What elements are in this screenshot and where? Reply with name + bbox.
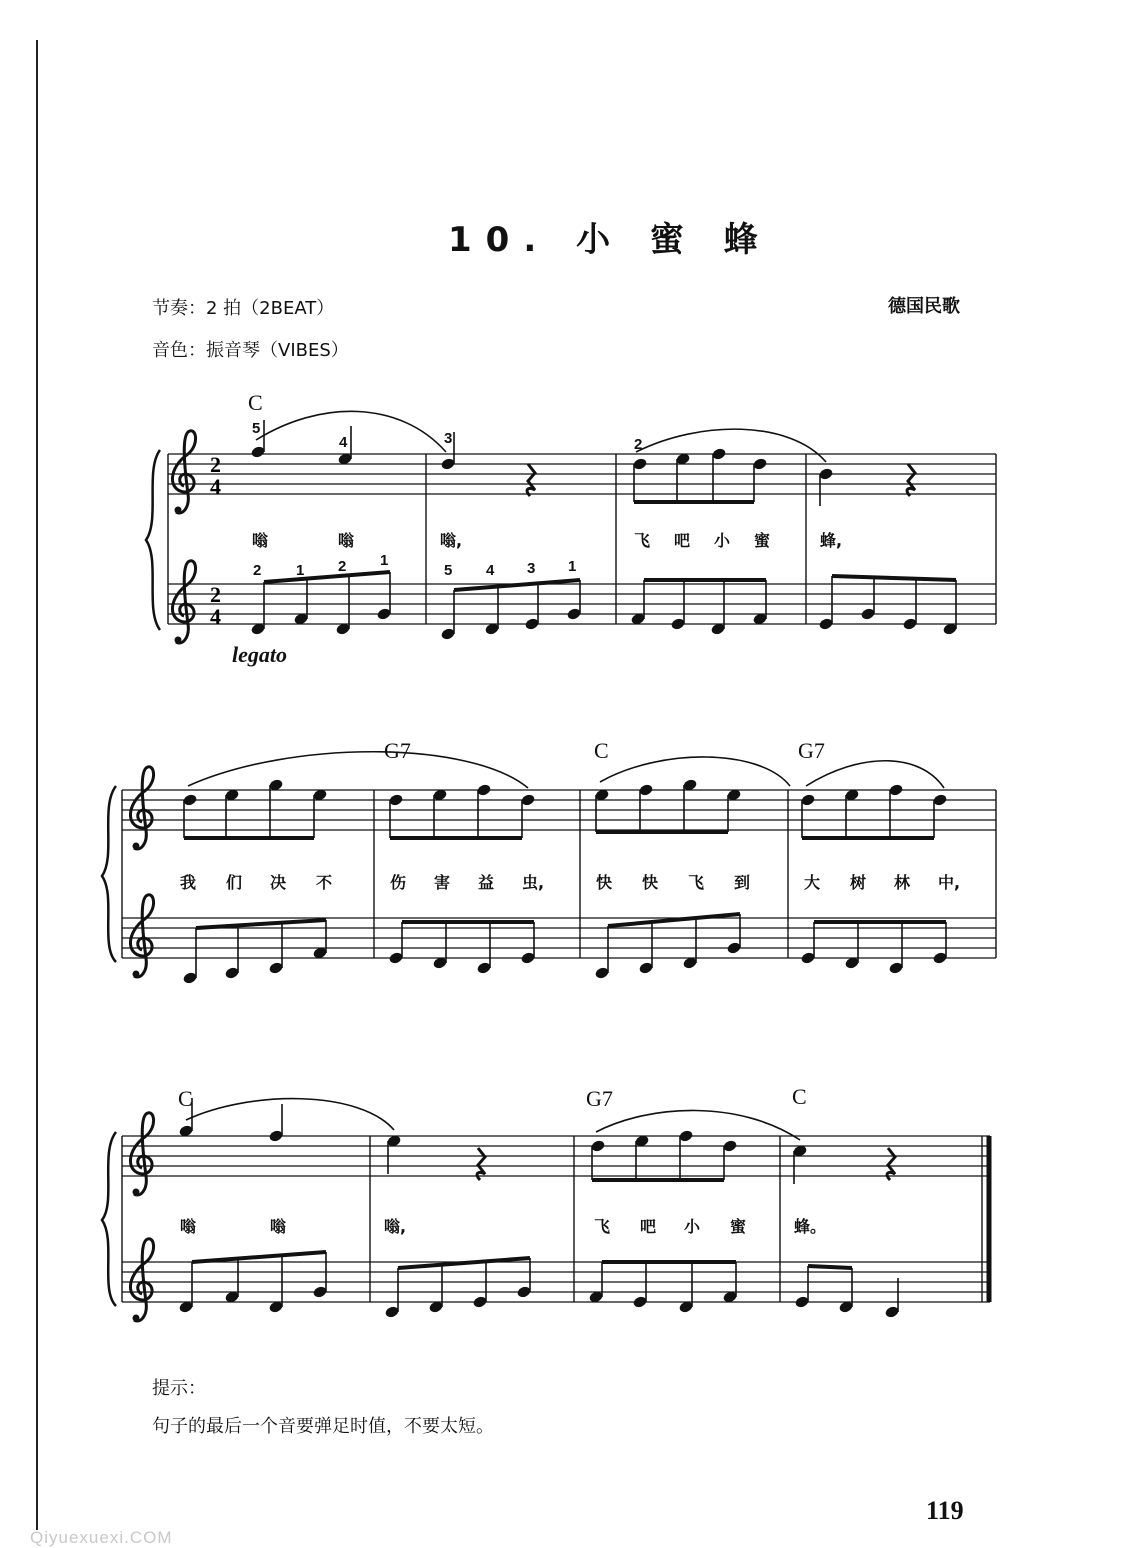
treble-clef-icon <box>130 895 153 978</box>
chord-symbol: C <box>248 390 263 415</box>
lyric: 吧 <box>640 1217 657 1236</box>
chord-symbol: C <box>792 1084 807 1109</box>
time-sig-top: 2 <box>210 582 221 607</box>
page-number: 119 <box>926 1496 964 1525</box>
lyric: 小 <box>714 531 731 550</box>
time-sig-top: 2 <box>210 452 221 477</box>
treble-clef-icon <box>172 431 195 514</box>
tips-title: 提示： <box>152 1378 206 1399</box>
lyric: 嗡 <box>270 1217 287 1236</box>
lyric: 快 <box>596 873 613 892</box>
lyric: 快 <box>642 873 659 892</box>
lyric: 嗡 <box>180 1217 197 1236</box>
lyric: 虫, <box>522 873 545 892</box>
lyric: 益 <box>478 873 495 892</box>
lyric: 飞 <box>594 1217 611 1236</box>
right-hand-notes <box>182 778 948 838</box>
fingering-number: 1 <box>296 562 305 579</box>
lyric: 嗡, <box>440 531 463 550</box>
treble-clef-icon <box>130 1239 153 1322</box>
lyric: 树 <box>850 873 867 892</box>
fingering-number: 3 <box>527 560 536 577</box>
lyric: 伤 <box>390 873 407 892</box>
lyric: 大 <box>804 873 821 892</box>
lyric: 蜂。 <box>794 1217 827 1236</box>
right-hand-notes <box>178 1098 895 1184</box>
system-2 <box>102 752 996 985</box>
lyric: 林 <box>894 873 911 892</box>
lyric: 蜂, <box>820 531 843 550</box>
lyric: 到 <box>734 873 751 892</box>
lyric: 我 <box>180 873 197 892</box>
slurs <box>188 752 944 788</box>
lyric: 决 <box>270 873 287 892</box>
fingering-number: 4 <box>339 434 348 451</box>
time-sig-bottom: 4 <box>210 604 221 629</box>
lyric: 飞 <box>688 873 705 892</box>
expression-marking: legato <box>232 642 287 667</box>
barlines <box>168 454 996 624</box>
lyric: 飞 <box>634 531 651 550</box>
lyric: 中, <box>938 873 961 892</box>
lyric: 不 <box>316 873 333 892</box>
left-hand-notes <box>250 572 958 641</box>
composer-credit: 德国民歌 <box>888 296 960 317</box>
fingering-number: 5 <box>252 420 261 437</box>
treble-clef-icon <box>130 767 153 850</box>
fingering-number: 1 <box>568 558 577 575</box>
treble-clef-icon <box>172 561 195 644</box>
chord-symbol: G7 <box>384 738 411 763</box>
lyric: 小 <box>684 1217 701 1236</box>
brace <box>146 450 160 630</box>
fingering-number: 2 <box>634 436 643 453</box>
brace <box>102 786 116 962</box>
lyric: 嗡 <box>338 531 355 550</box>
lyric: 嗡, <box>384 1217 407 1236</box>
staff-lines <box>122 1136 990 1302</box>
fingering-number: 2 <box>253 562 262 579</box>
left-hand-notes <box>182 914 948 985</box>
song-title: 10. 小 蜜 蜂 <box>448 220 772 260</box>
staff-lines <box>168 454 996 624</box>
tone-info: 音色：振音琴（VIBES） <box>152 340 349 361</box>
time-sig-bottom: 4 <box>210 474 221 499</box>
treble-clef-icon <box>130 1113 153 1196</box>
fingering-number: 2 <box>338 558 347 575</box>
brace <box>102 1132 116 1306</box>
system-3 <box>102 1098 990 1322</box>
barlines <box>122 1136 982 1302</box>
lyric: 害 <box>434 873 451 892</box>
lyric: 吧 <box>674 531 691 550</box>
chord-symbol: G7 <box>798 738 825 763</box>
chord-symbol: G7 <box>586 1086 613 1111</box>
fingering-number: 4 <box>486 562 495 579</box>
lyric: 蜜 <box>730 1217 747 1236</box>
tips-text: 句子的最后一个音要弹足时值，不要太短。 <box>152 1416 494 1437</box>
lyric: 嗡 <box>252 531 269 550</box>
fingering-number: 1 <box>380 552 389 569</box>
system-1 <box>146 411 996 643</box>
lyric: 们 <box>226 873 243 892</box>
chord-symbol: C <box>594 738 609 763</box>
rhythm-info: 节奏：2 拍（2BEAT） <box>152 298 335 319</box>
chord-symbol: C <box>178 1086 193 1111</box>
fingering-number: 5 <box>444 562 453 579</box>
watermark: Qiyuexuexi.COM <box>30 1528 173 1547</box>
fingering-number: 3 <box>444 430 453 447</box>
lyric: 蜜 <box>754 531 771 550</box>
right-hand-notes <box>250 420 915 506</box>
